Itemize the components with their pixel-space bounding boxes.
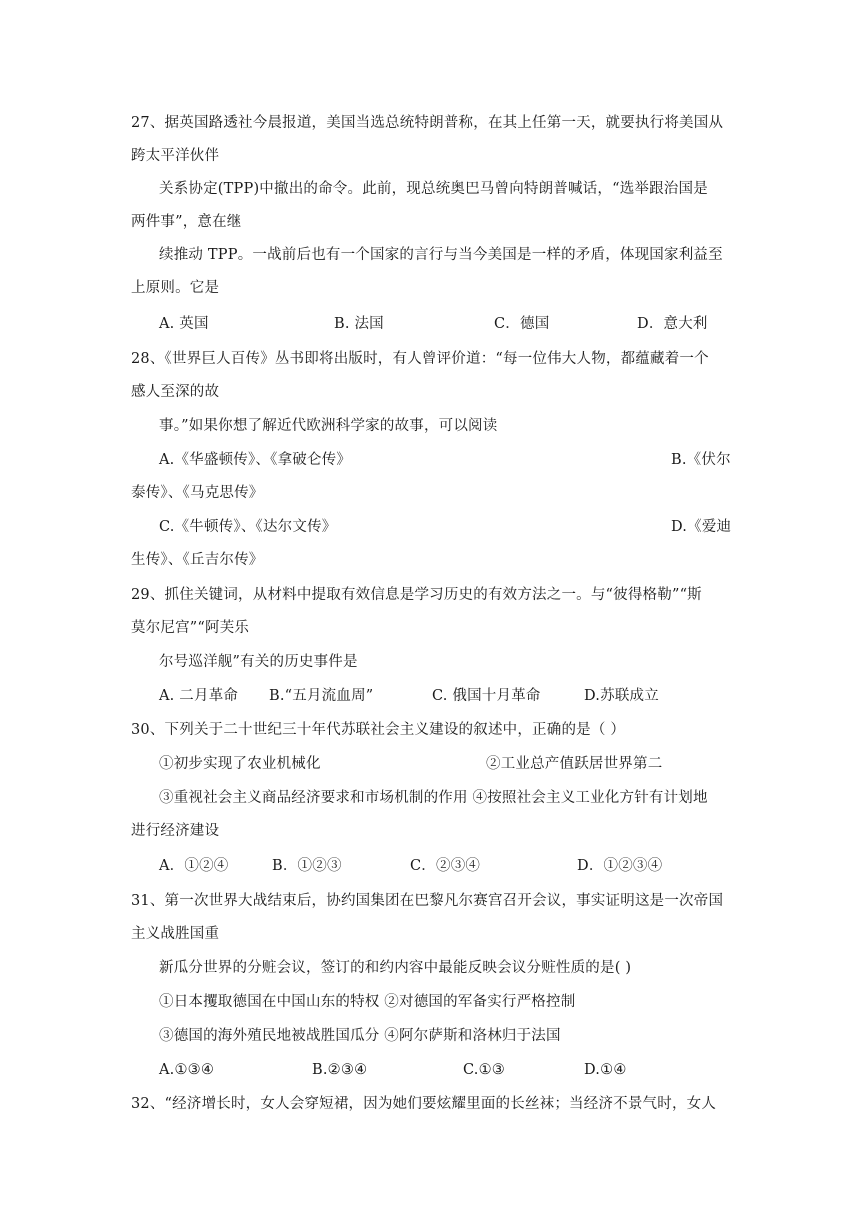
q27-line-3: 关系协定(TPP)中撤出的命令。此前，现总统奥巴马曾向特朗普喊话，“选举跟治国是 (159, 181, 708, 197)
q31-line-3: 新瓜分世界的分赃会议，签订的和约内容中最能反映会议分赃性质的是( ) (159, 960, 632, 976)
q29-line-1: 29、抓住关键词，从材料中提取有效信息是学习历史的有效方法之一。与“彼得格勒”“斯 (131, 587, 702, 603)
q29-option-b: B.“五月流血周” (269, 688, 374, 704)
q29-line-2: 莫尔尼宫”“阿芙乐 (131, 620, 250, 636)
q28-option-b-part1: B.《伏尔 (671, 452, 731, 468)
q27-option-a: A. 英国 (159, 316, 209, 332)
q27-line-6: 上原则。它是 (131, 280, 220, 296)
q28-line-1: 28、《世界巨人百传》丛书即将出版时，有人曾评价道：“每一位伟大人物，都蕴藏着一个 (131, 351, 709, 367)
q31-line-2: 主义战胜国重 (131, 926, 220, 942)
q30-option-c: C．②③④ (410, 858, 481, 874)
q27-line-4: 两件事”，意在继 (131, 214, 242, 230)
q28-option-c: C.《牛顿传》、《达尔文传》 (159, 519, 337, 535)
q29-option-d: D.苏联成立 (584, 688, 659, 704)
q31-line-1: 31、第一次世界大战结束后，协约国集团在巴黎凡尔赛宫召开会议，事实证明这是一次帝国 (131, 893, 724, 909)
q27-line-2: 跨太平洋伙伴 (131, 148, 220, 164)
q30-item-2: ②工业总产值跃居世界第二 (486, 756, 663, 772)
q27-option-c: C．德国 (494, 316, 550, 332)
q31-option-c: C.①③ (463, 1062, 505, 1078)
q27-line-5: 续推动 TPP。一战前后也有一个国家的言行与当今美国是一样的矛盾，体现国家利益至 (159, 247, 723, 263)
q30-item-1: ①初步实现了农业机械化 (159, 756, 321, 772)
q29-line-3: 尔号巡洋舰”有关的历史事件是 (159, 654, 358, 670)
q32-line-1: 32、“经济增长时，女人会穿短裙，因为她们要炫耀里面的长丝袜；当经济不景气时，女人 (131, 1096, 717, 1112)
q28-line-3: 事。”如果你想了解近代欧洲科学家的故事，可以阅读 (159, 418, 498, 434)
q27-option-b: B. 法国 (334, 316, 384, 332)
q31-option-b: B.②③④ (312, 1062, 368, 1078)
q28-option-a: A.《华盛顿传》、《拿破仑传》 (159, 452, 352, 468)
q31-option-a: A.①③④ (159, 1062, 215, 1078)
q30-line-4: 进行经济建设 (131, 823, 220, 839)
q31-option-d: D.①④ (584, 1062, 627, 1078)
q31-line-4: ①日本攫取德国在中国山东的特权 ②对德国的军备实行严格控制 (159, 994, 576, 1010)
q28-option-d-part2: 生传》、《丘吉尔传》 (131, 552, 264, 568)
q27-line-1: 27、据英国路透社今晨报道，美国当选总统特朗普称，在其上任第一天，就要执行将美国从 (131, 115, 724, 131)
q29-option-a: A. 二月革命 (159, 688, 239, 704)
q27-option-d: D．意大利 (637, 316, 708, 332)
q30-option-b: B．①②③ (272, 858, 342, 874)
q28-option-d-part1: D.《爱迪 (671, 519, 732, 535)
q30-option-a: A．①②④ (159, 858, 229, 874)
q30-line-3: ③重视社会主义商品经济要求和市场机制的作用 ④按照社会主义工业化方针有计划地 (159, 790, 708, 806)
q29-option-c: C. 俄国十月革命 (432, 688, 541, 704)
q30-line-1: 30、下列关于二十世纪三十年代苏联社会主义建设的叙述中，正确的是（ ） (131, 722, 626, 738)
q28-line-2: 感人至深的故 (131, 384, 220, 400)
q28-option-b-part2: 泰传》、《马克思传》 (131, 485, 264, 501)
q31-line-5: ③德国的海外殖民地被战胜国瓜分 ④阿尔萨斯和洛林归于法国 (159, 1028, 561, 1044)
q30-option-d: D．①②③④ (577, 858, 663, 874)
